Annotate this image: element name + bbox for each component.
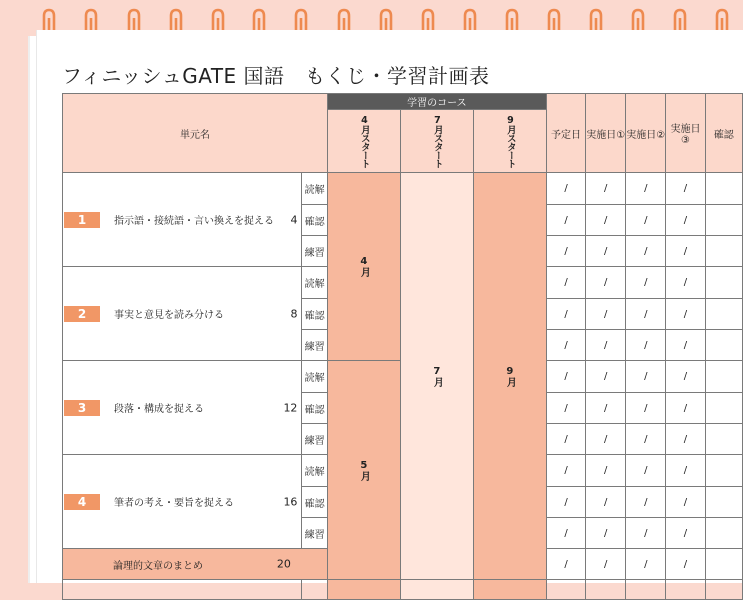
date-slash-cell[interactable]: / <box>626 424 666 455</box>
unit-page-number: 16 <box>283 495 298 508</box>
date-slash-cell[interactable]: / <box>546 205 585 236</box>
date-slash-cell[interactable]: / <box>546 330 585 361</box>
activity-label: 確認 <box>302 299 327 330</box>
date-slash-cell[interactable]: / <box>546 393 585 424</box>
summary-cell <box>63 549 328 580</box>
month-september: 9月 <box>504 365 516 387</box>
done-date-2-header: 実施日② <box>626 94 666 173</box>
unit-cell <box>63 173 302 267</box>
date-slash-cell[interactable]: / <box>546 236 585 267</box>
course-header: 学習のコース <box>327 94 546 110</box>
date-slash-cell[interactable]: / <box>586 205 626 236</box>
date-slash-cell[interactable]: / <box>586 487 626 518</box>
activity-label: 確認 <box>302 393 327 424</box>
date-slash-cell[interactable]: / <box>586 518 626 549</box>
date-slash-cell[interactable]: / <box>666 361 705 393</box>
date-slash-cell[interactable]: / <box>626 549 666 580</box>
date-slash-cell[interactable]: / <box>666 173 705 205</box>
date-slash-cell[interactable]: / <box>666 518 705 549</box>
date-slash-cell[interactable]: / <box>626 455 666 487</box>
activity-label: 読解 <box>302 173 327 205</box>
date-slash-cell[interactable]: / <box>666 330 705 361</box>
date-slash-cell[interactable]: / <box>666 487 705 518</box>
month-may: 5月 <box>358 459 370 481</box>
check-cell[interactable] <box>705 267 742 299</box>
unit-number-badge: 2 <box>64 306 100 322</box>
check-cell[interactable] <box>705 330 742 361</box>
date-slash-cell[interactable]: / <box>586 299 626 330</box>
check-cell[interactable] <box>705 518 742 549</box>
date-slash-cell[interactable]: / <box>626 205 666 236</box>
activity-label: 確認 <box>302 487 327 518</box>
unit-name: 指示語・接続語・言い換えを捉える <box>114 216 274 227</box>
date-slash-cell[interactable]: / <box>586 393 626 424</box>
unit-name: 事実と意見を読み分ける <box>114 310 224 321</box>
date-slash-cell[interactable]: / <box>586 236 626 267</box>
date-slash-cell[interactable]: / <box>586 173 626 205</box>
date-slash-cell[interactable]: / <box>666 549 705 580</box>
unit-page-number: 4 <box>290 213 298 226</box>
date-slash-cell[interactable]: / <box>546 487 585 518</box>
check-cell[interactable] <box>705 205 742 236</box>
unit-cell <box>63 455 302 549</box>
activity-label: 読解 <box>302 361 327 393</box>
activity-label: 読解 <box>302 267 327 299</box>
unit-cell <box>63 267 302 361</box>
check-cell[interactable] <box>705 299 742 330</box>
date-slash-cell[interactable]: / <box>546 361 585 393</box>
date-slash-cell[interactable]: / <box>546 173 585 205</box>
course-september-header: 9月スタート <box>473 110 546 173</box>
date-slash-cell[interactable]: / <box>546 518 585 549</box>
course-july-band <box>400 173 473 580</box>
unit-number-badge: 1 <box>64 212 100 228</box>
date-slash-cell[interactable]: / <box>586 455 626 487</box>
date-slash-cell[interactable]: / <box>546 549 585 580</box>
unit-name: 筆者の考え・要旨を捉える <box>114 498 234 509</box>
check-cell[interactable] <box>705 424 742 455</box>
date-slash-cell[interactable]: / <box>546 424 585 455</box>
date-slash-cell[interactable]: / <box>666 424 705 455</box>
activity-label: 確認 <box>302 205 327 236</box>
page-title: フィニッシュGATE 国語 もくじ・学習計画表 <box>62 64 490 88</box>
date-slash-cell[interactable]: / <box>666 267 705 299</box>
summary-name: 論理的文章のまとめ <box>113 560 203 572</box>
date-slash-cell[interactable]: / <box>626 487 666 518</box>
date-slash-cell[interactable]: / <box>586 549 626 580</box>
unit-number-badge: 4 <box>64 494 100 510</box>
unit-cell <box>63 361 302 455</box>
activity-label: 読解 <box>302 455 327 487</box>
date-slash-cell[interactable]: / <box>626 267 666 299</box>
date-slash-cell[interactable]: / <box>626 393 666 424</box>
unit-name-header: 単元名 <box>63 94 328 173</box>
check-cell[interactable] <box>705 393 742 424</box>
date-slash-cell[interactable]: / <box>546 299 585 330</box>
check-header: 確認 <box>705 94 742 173</box>
month-july: 7月 <box>431 365 443 387</box>
check-cell[interactable] <box>705 361 742 393</box>
unit-number-badge: 3 <box>64 400 100 416</box>
date-slash-cell[interactable]: / <box>666 455 705 487</box>
activity-label: 練習 <box>302 236 327 267</box>
date-slash-cell[interactable]: / <box>546 455 585 487</box>
course-july-header: 7月スタート <box>400 110 473 173</box>
table-row <box>63 173 743 205</box>
check-cell[interactable] <box>705 455 742 487</box>
date-slash-cell[interactable]: / <box>586 330 626 361</box>
unit-name: 段落・構成を捉える <box>114 404 204 415</box>
date-slash-cell[interactable]: / <box>626 299 666 330</box>
date-slash-cell[interactable]: / <box>546 267 585 299</box>
done-date-1-header: 実施日① <box>586 94 626 173</box>
course-may-band <box>327 361 400 580</box>
summary-page-number: 20 <box>276 557 291 571</box>
date-slash-cell[interactable]: / <box>586 361 626 393</box>
course-april-band <box>327 173 400 361</box>
done-date-3-header: 実施日③ <box>666 94 705 173</box>
activity-label: 練習 <box>302 424 327 455</box>
month-april: 4月 <box>358 256 370 277</box>
date-slash-cell[interactable]: / <box>626 518 666 549</box>
planned-date-header: 予定日 <box>546 94 585 173</box>
study-plan-table <box>62 93 743 600</box>
activity-label: 練習 <box>302 518 327 549</box>
date-slash-cell[interactable]: / <box>586 267 626 299</box>
date-slash-cell[interactable]: / <box>666 299 705 330</box>
date-slash-cell[interactable]: / <box>626 173 666 205</box>
check-cell[interactable] <box>705 549 742 580</box>
date-slash-cell[interactable]: / <box>666 205 705 236</box>
activity-label: 練習 <box>302 330 327 361</box>
unit-page-number: 12 <box>283 401 298 414</box>
check-cell[interactable] <box>705 487 742 518</box>
date-slash-cell[interactable]: / <box>666 393 705 424</box>
date-slash-cell[interactable]: / <box>666 236 705 267</box>
course-september-band <box>473 173 546 580</box>
date-slash-cell[interactable]: / <box>626 330 666 361</box>
unit-page-number: 8 <box>290 307 298 320</box>
course-april-header: 4月スタート <box>327 110 400 173</box>
date-slash-cell[interactable]: / <box>626 361 666 393</box>
date-slash-cell[interactable]: / <box>586 424 626 455</box>
date-slash-cell[interactable]: / <box>626 236 666 267</box>
check-cell[interactable] <box>705 173 742 205</box>
check-cell[interactable] <box>705 236 742 267</box>
